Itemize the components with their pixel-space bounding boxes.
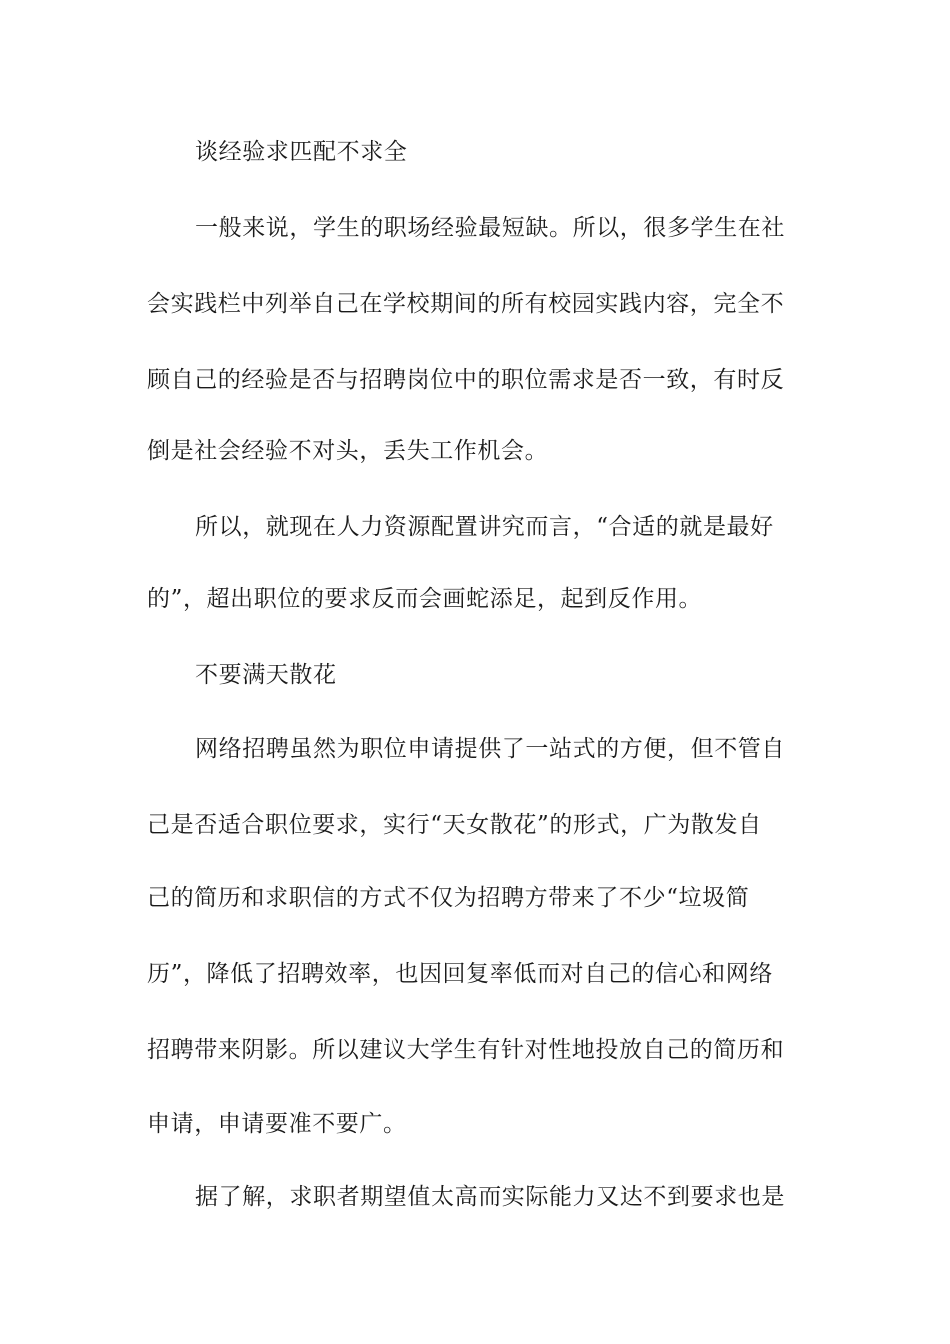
paragraph-line: 申请，申请要准不要广。 [147, 1111, 407, 1137]
section-heading-scatter: 不要满天散花 [195, 662, 337, 688]
paragraph-line: 网络招聘虽然为职位申请提供了一站式的方便，但不管自 [195, 736, 785, 762]
paragraph-line: 一般来说，学生的职场经验最短缺。所以，很多学生在社 [195, 215, 785, 241]
paragraph-line: 据了解，求职者期望值太高而实际能力又达不到要求也是 [195, 1184, 785, 1210]
paragraph-line: 招聘带来阴影。所以建议大学生有针对性地投放自己的简历和 [147, 1037, 785, 1063]
paragraph-line: 顾自己的经验是否与招聘岗位中的职位需求是否一致，有时反 [147, 367, 785, 393]
paragraph-line: 所以，就现在人力资源配置讲究而言，“合适的就是最好 [195, 514, 774, 540]
section-heading-experience: 谈经验求匹配不求全 [195, 139, 408, 165]
paragraph-line: 历”，降低了招聘效率，也因回复率低而对自己的信心和网络 [147, 961, 773, 987]
paragraph-line: 会实践栏中列举自己在学校期间的所有校园实践内容，完全不 [147, 291, 785, 317]
paragraph-line: 己是否适合职位要求，实行“天女散花”的形式，广为散发自 [147, 812, 762, 838]
paragraph-line: 的”，超出职位的要求反而会画蛇添足，起到反作用。 [147, 586, 703, 612]
paragraph-line: 己的简历和求职信的方式不仅为招聘方带来了不少“垃圾简 [147, 885, 750, 911]
paragraph-line: 倒是社会经验不对头，丢失工作机会。 [147, 438, 549, 464]
